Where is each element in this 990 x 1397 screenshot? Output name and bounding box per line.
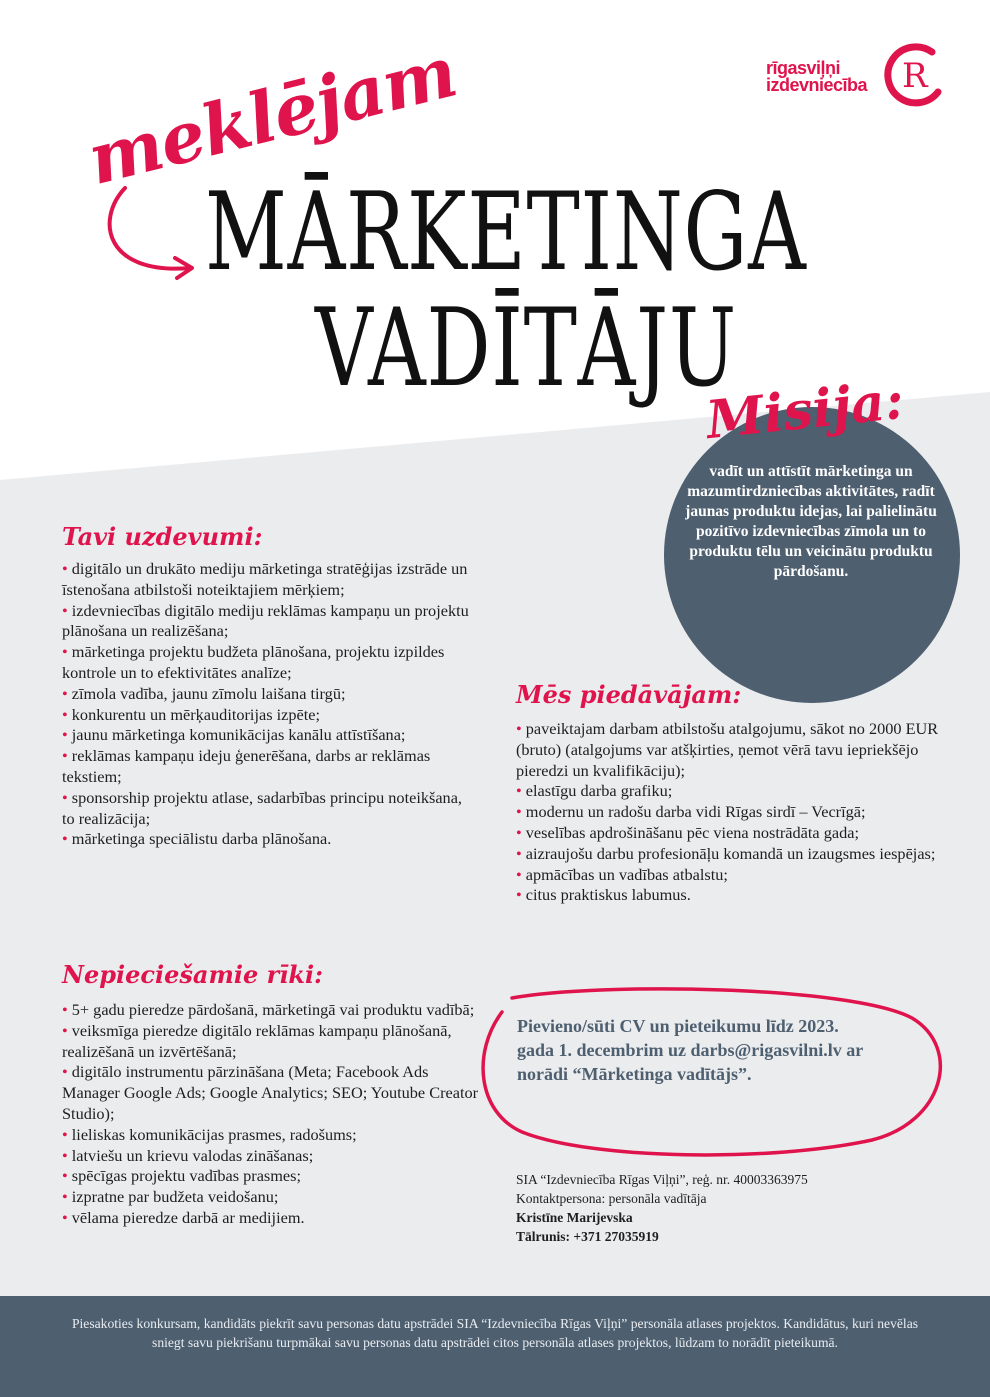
tasks-heading: Tavi uzdevumi: <box>62 522 263 551</box>
list-item: • zīmola vadība, jaunu zīmolu laišana tirgū; <box>62 683 346 703</box>
list-item: • paveiktajam darbam atbilstošu atalgojumu, sākot no 2000 EUR (bruto) (atalgojums var atšķirties, ņemot vērā tavu iepriekšējo pieredzi un kvalifikāciju); <box>516 719 939 780</box>
contact-phone: Tālrunis: +371 27035919 <box>516 1229 659 1244</box>
list-item: • sponsorship projektu atlase, sadarbības principu noteikšana, to realizācija; <box>62 787 462 828</box>
logo-line2: izdevniecība <box>766 75 868 95</box>
list-item: • spēcīgas projektu vadības prasmes; <box>62 1166 302 1186</box>
list-item: • reklāmas kampaņu ideju ģenerēšana, darbs ar reklāmas tekstiem; <box>62 746 431 786</box>
list-item: • veiksmīga pieredze digitālo reklāmas kampaņu plānošanā, realizēšanā un izvērtēšanā; <box>62 1020 452 1061</box>
tasks-list <box>62 559 472 850</box>
contact-person-label: Kontaktpersona: personāla vadītāja <box>516 1191 707 1206</box>
list-item: • mārketinga projektu budžeta plānošana, projektu izpildes kontrole un to efektivitātes analīze; <box>62 642 445 682</box>
curved-arrow-icon <box>95 180 205 290</box>
list-item: • latviešu un krievu valodas zināšanas; <box>62 1145 314 1165</box>
list-item: • lieliskas komunikācijas prasmes, radošums; <box>62 1124 357 1144</box>
headline-line1: MĀRKETINGA <box>205 170 807 295</box>
logo-r-letter: R <box>902 56 928 96</box>
list-item: • apmācības un vadības atbalstu; <box>516 864 728 884</box>
contact-company: SIA “Izdevniecība Rīgas Viļņi”, reģ. nr. 40003363975 <box>516 1172 808 1187</box>
list-item: • izdevniecības digitālo mediju reklāmas kampaņu un projektu plānošana un realizēšana; <box>62 600 469 641</box>
list-item: • aizraujošu darbu profesionāļu komandā un izaugsmes iespējas; <box>516 843 936 863</box>
list-item: • vēlama pieredze darbā ar medijiem. <box>62 1207 305 1227</box>
list-item: • citus praktiskus labumus. <box>516 885 691 905</box>
contact-block <box>516 1170 836 1246</box>
contact-person-name: Kristīne Marijevska <box>516 1210 633 1225</box>
list-item: • modernu un radošu darba vidi Rīgas sirdī – Vecrīgā; <box>516 802 866 822</box>
offer-list <box>516 719 956 906</box>
list-item: • elastīgu darba grafiku; <box>516 781 673 801</box>
logo-line1: rīgasviļņi <box>766 58 841 78</box>
list-item: • mārketinga speciālistu darba plānošana. <box>62 829 332 849</box>
list-item: • jaunu mārketinga komunikācijas kanālu attīstīšana; <box>62 725 406 745</box>
requirements-list <box>62 1000 482 1229</box>
offer-heading: Mēs piedāvājam: <box>516 680 742 709</box>
logo-r-mark <box>880 40 950 110</box>
headline-script: meklējam <box>79 29 464 202</box>
footer-text: Piesakoties konkursam, kandidāts piekrīt savu personas datu apstrādei SIA “Izdevniecība Rīgas Viļņi” personāla atlases projektos. Kandidātus, kuri nevēlas sniegt savu piekrišanu turpmākai savu personas datu apstrādei citos personāla atlases projektos, lūdzam to norādīt pieteikumā. <box>71 1316 919 1350</box>
logo <box>766 60 867 94</box>
headline-line2: VADĪTĀJU <box>315 286 737 411</box>
list-item: • konkurentu un mērķauditorijas izpēte; <box>62 704 320 724</box>
list-item: • izpratne par budžeta veidošanu; <box>62 1187 279 1207</box>
list-item: • 5+ gadu pieredze pārdošanā, mārketingā vai produktu vadībā; <box>62 1000 475 1019</box>
mission-text: vadīt un attīstīt mārketinga un mazumtirdzniecības aktivitātes, radīt jaunas produktu idejas, lai palielinātu pozitīvo izdevniecības zīmola un to produktu tēlu un veicinātu produktu pārdošanu. <box>685 463 937 580</box>
list-item: • veselības apdrošināšanu pēc viena nostrādāta gada; <box>516 822 859 842</box>
list-item: • digitālo instrumentu pārzināšana (Meta; Facebook Ads Manager Google Ads; Google Analytics; SEO; Youtube Creator Studio); <box>62 1062 479 1123</box>
mission-title: Misija: <box>703 369 907 452</box>
requirements-heading: Nepieciešamie rīki: <box>62 960 323 989</box>
list-item: • digitālo un drukāto mediju mārketinga stratēģijas izstrāde un īstenošana atbilstoši noteiktajiem mērķiem; <box>62 559 468 599</box>
cta-text: Pievieno/sūti CV un pieteikumu līdz 2023. gada 1. decembrim uz darbs@rigasvilni.lv ar norādi “Mārketinga vadītājs”. <box>517 1016 863 1084</box>
